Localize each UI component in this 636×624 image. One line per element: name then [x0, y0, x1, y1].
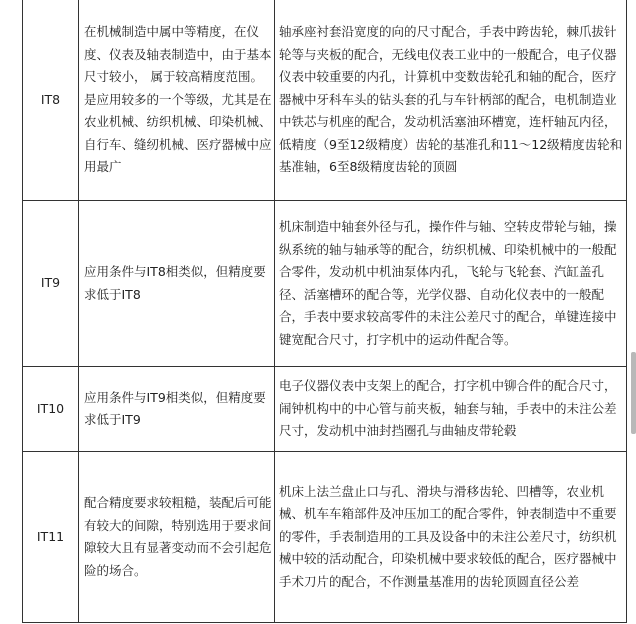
grade-cell: IT11	[23, 452, 79, 623]
condition-cell: 配合精度要求较粗糙，装配后可能有较大的间隙，特别选用于要求间隙较大且有显著变动而不会引起危险的场合。	[79, 452, 275, 623]
condition-cell: 应用条件与IT8相类似，但精度要求低于IT8	[79, 201, 275, 367]
condition-cell: 在机械制造中属中等精度，在仪度、仪表及轴表制造中，由于基本尺寸较小， 属于较高精度范围。是应用较多的一个等级，尤其是在农业机械、纺织机械、印染机械、自行车、缝纫机械、医疗器械中应用最广	[79, 0, 275, 201]
table-row	[23, 452, 627, 623]
application-cell: 电子仪器仪表中支架上的配合，打字机中铆合件的配合尺寸，闹钟机构中的中心管与前夹板，轴套与轴，手表中的未注公差尺寸，发动机中油封挡圈孔与曲轴皮带轮毂	[275, 367, 627, 452]
grade-cell: IT9	[23, 201, 79, 367]
tolerance-grade-table	[22, 0, 627, 623]
table-row	[23, 0, 627, 201]
table-row	[23, 367, 627, 452]
scrollbar-thumb[interactable]	[631, 352, 636, 434]
condition-cell: 应用条件与IT9相类似，但精度要求低于IT9	[79, 367, 275, 452]
grade-cell: IT10	[23, 367, 79, 452]
application-cell: 轴承座衬套沿宽度的向的尺寸配合，手表中跨齿轮，棘爪拔针轮等与夹板的配合，无线电仪表工业中的一般配合，电子仪器仪表中较重要的内孔，计算机中变数齿轮孔和轴的配合，医疗器械中牙科车头的钻头套的孔与车针柄部的配合，电机制造业中铁芯与机座的配合，发动机活塞油环槽宽，连杆轴瓦内径，低精度（9至12级精度）齿轮的基准孔和11～12级精度齿轮和基准轴，6至8级精度齿轮的顶圆	[275, 0, 627, 201]
table-row	[23, 201, 627, 367]
grade-cell: IT8	[23, 0, 79, 201]
application-cell: 机床制造中轴套外径与孔，操作件与轴、空转皮带轮与轴，操纵系统的轴与轴承等的配合，纺织机械、印染机械中的一般配合零件，发动机中机油泵体内孔，飞轮与飞轮套、汽缸盖孔径、活塞槽环的配合等，光学仪器、自动化仪表中的一般配合，手表中要求较高零件的未注公差尺寸的配合，单键连接中键宽配合尺寸，打字机中的运动件配合等。	[275, 201, 627, 367]
application-cell: 机床上法兰盘止口与孔、滑块与滑移齿轮、凹槽等，农业机械、机车车箱部件及冲压加工的配合零件，钟表制造中不重要的零件，手表制造用的工具及设备中的未注公差尺寸，纺织机械中较的活动配合，印染机械中要求较低的配合，医疗器械中手术刀片的配合，不作测量基准用的齿轮顶圆直径公差	[275, 452, 627, 623]
